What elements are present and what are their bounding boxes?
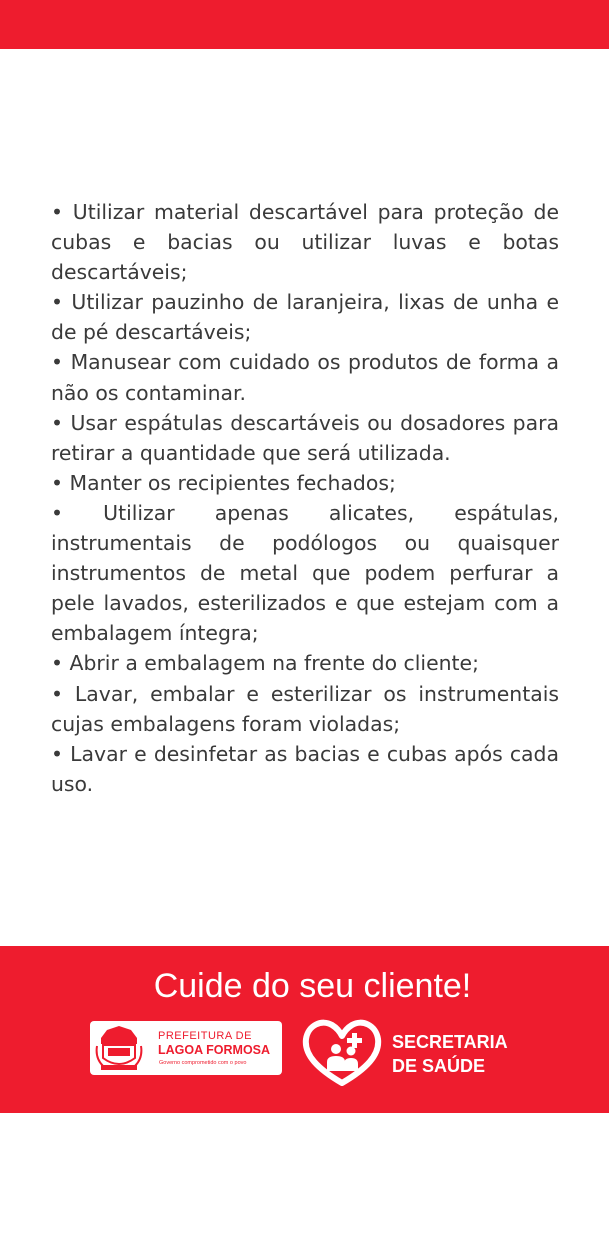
secretaria-line1: SECRETARIA	[392, 1032, 508, 1052]
instruction-item: • Abrir a embalagem na frente do cliente;	[51, 651, 479, 676]
prefeitura-line2: LAGOA FORMOSA	[158, 1043, 271, 1057]
instruction-item: • Utilizar apenas alicates, espátulas, instrumentais de podólogos ou quaisquer instrumentos de metal que podem perfurar a pele lavados, esterilizados e que estejam com a embalagem íntegra;	[51, 500, 559, 646]
instruction-item: • Utilizar pauzinho de laranjeira, lixas de unha e de pé descartáveis;	[51, 290, 559, 345]
city-crest-icon	[93, 1024, 145, 1072]
instruction-item: • Lavar, embalar e esterilizar os instrumentais cujas embalagens foram violadas;	[51, 681, 559, 736]
prefeitura-tagline: Governo comprometido com o povo	[159, 1060, 247, 1066]
prefeitura-logo	[90, 1021, 282, 1075]
prefeitura-line1: PREFEITURA DE	[158, 1030, 252, 1042]
instructions-list	[51, 197, 559, 799]
instruction-item: • Manter os recipientes fechados;	[51, 470, 396, 495]
secretaria-label	[392, 1030, 508, 1078]
secretaria-line2: DE SAÚDE	[392, 1056, 486, 1076]
heart-health-icon	[302, 1019, 382, 1089]
slogan: Cuide do seu cliente!	[153, 967, 472, 1005]
instruction-item: • Lavar e desinfetar as bacias e cubas após cada uso.	[51, 741, 559, 796]
top-red-bar	[0, 0, 609, 49]
instruction-item: • Usar espátulas descartáveis ou dosadores para retirar a quantidade que será utilizada.	[51, 410, 559, 465]
instruction-item: • Manusear com cuidado os produtos de forma a não os contaminar.	[51, 350, 559, 405]
instruction-item: • Utilizar material descartável para proteção de cubas e bacias ou utilizar luvas e botas descartáveis;	[51, 200, 559, 285]
